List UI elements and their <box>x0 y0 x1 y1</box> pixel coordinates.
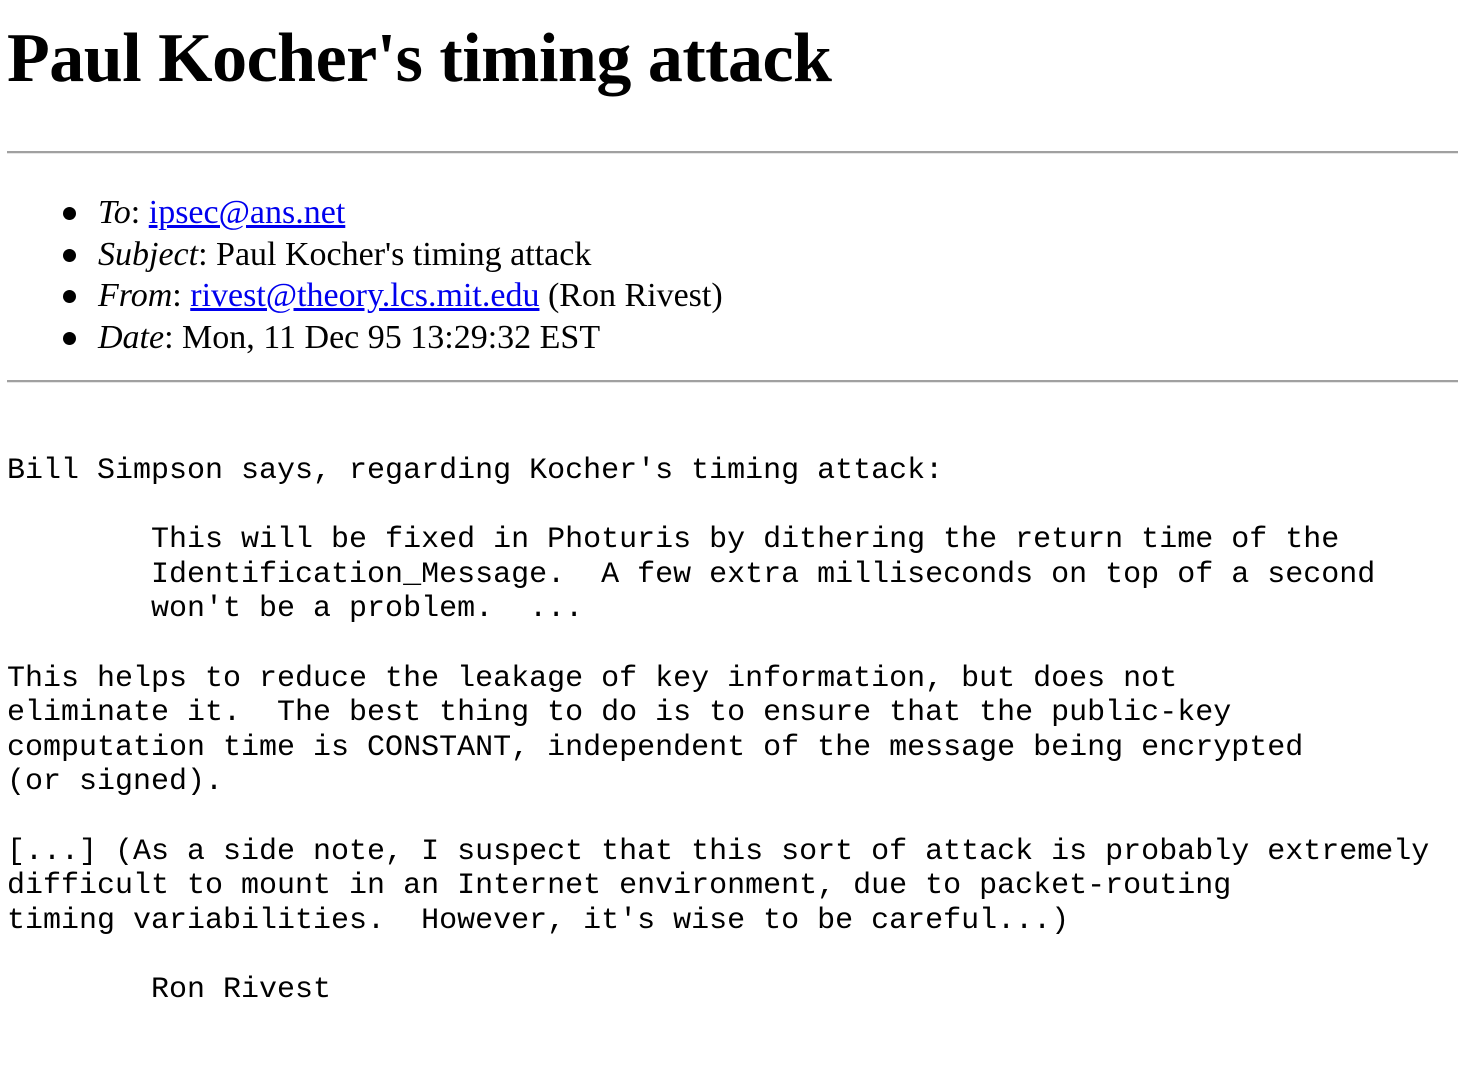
header-divider-top <box>7 151 1458 154</box>
message-intro: Bill Simpson says, regarding Kocher's timing attack: <box>7 454 944 488</box>
message-page <box>0 19 1451 1008</box>
from-email-link[interactable]: rivest@theory.lcs.mit.edu <box>190 277 540 314</box>
bullet-icon <box>63 332 76 345</box>
header-from-label: From <box>98 277 173 314</box>
header-from: From: rivest@theory.lcs.mit.edu (Ron Rivest) <box>63 275 1451 317</box>
header-subject-label: Subject <box>98 235 199 273</box>
header-to-label: To <box>98 194 131 231</box>
to-email-link[interactable]: ipsec@ans.net <box>148 194 346 231</box>
message-body <box>7 454 1451 1008</box>
header-to: To: ipsec@ans.net <box>63 192 1451 234</box>
header-subject-value: Paul Kocher's timing attack <box>216 235 592 273</box>
header-subject: Subject: Paul Kocher's timing attack <box>63 234 1451 276</box>
message-quote: This will be fixed in Photuris by dithering the return time of the Identification_Message. A few extra milliseconds on top of a second won't be a problem. ... <box>151 523 1376 627</box>
header-date-label: Date <box>98 318 165 356</box>
header-date: Date: Mon, 11 Dec 95 13:29:32 EST <box>63 317 1451 359</box>
bullet-icon <box>63 290 76 303</box>
bullet-icon <box>63 249 76 262</box>
message-headers <box>7 192 1451 358</box>
message-paragraph-1: This helps to reduce the leakage of key information, but does not eliminate it. The best thing to do is to ensure that the public-key computation time is CONSTANT, independent of the message being encrypted (or signed). <box>7 661 1304 800</box>
page-title: Paul Kocher's timing attack <box>7 20 832 97</box>
header-from-name: (Ron Rivest) <box>539 277 723 314</box>
header-divider-bottom <box>7 380 1458 383</box>
header-date-value: Mon, 11 Dec 95 13:29:32 EST <box>182 318 601 356</box>
bullet-icon <box>63 207 76 220</box>
message-paragraph-2: [...] (As a side note, I suspect that this sort of attack is probably extremely difficult to mount in an Internet environment, due to packet-routing timing variabilities. However, it's wise to be careful...) <box>7 834 1430 938</box>
message-signature: Ron Rivest <box>7 972 332 1007</box>
